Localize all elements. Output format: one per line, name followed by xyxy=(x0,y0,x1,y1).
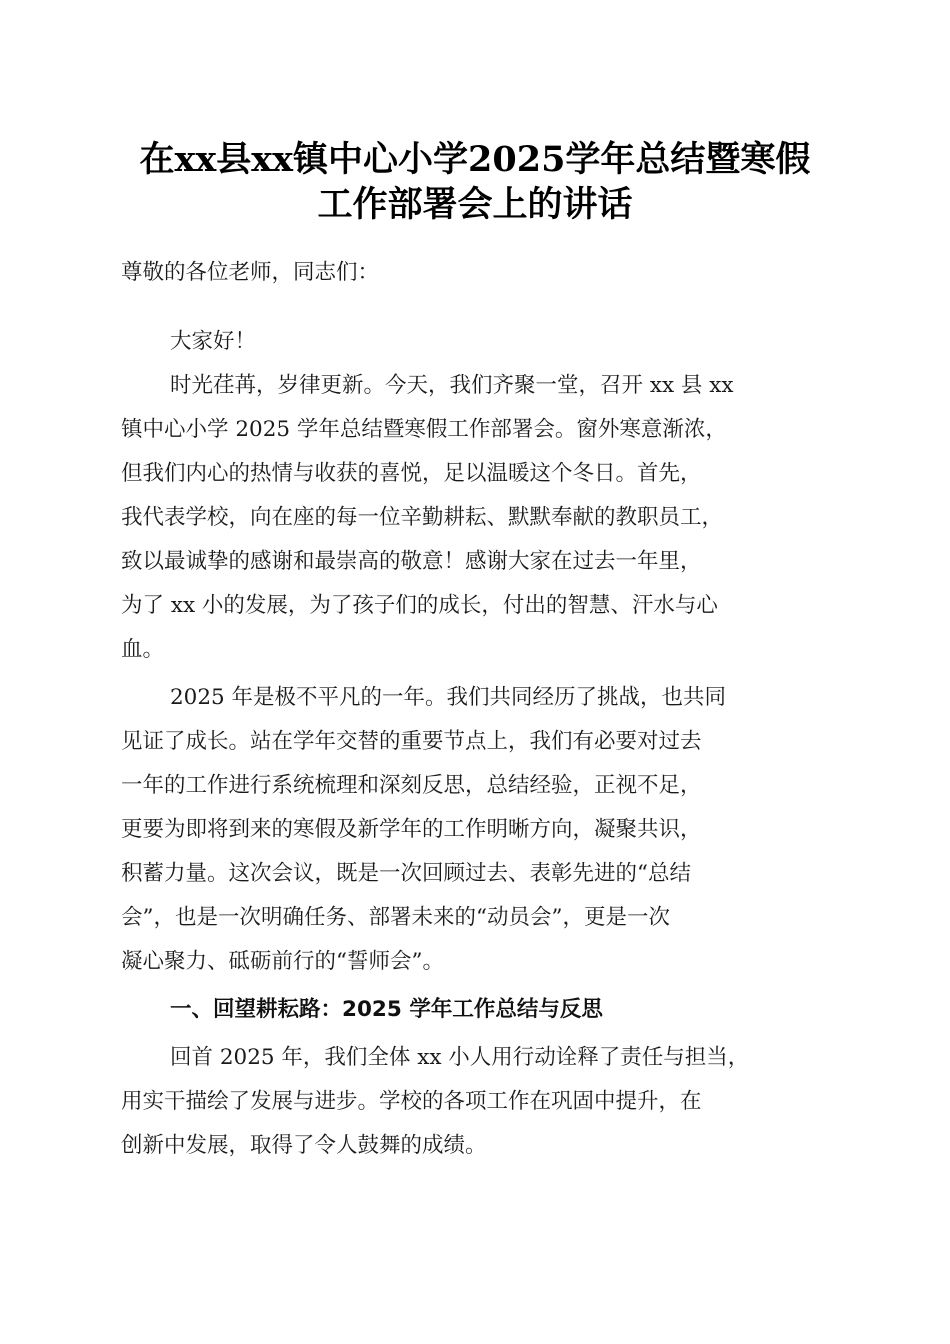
document-title-line-2: 工作部署会上的讲话 xyxy=(317,184,633,225)
paragraph-1-line: 镇中心小学 2025 学年总结暨寒假工作部署会。窗外寒意渐浓， xyxy=(121,417,727,442)
section-heading: 一、回望耕耘路：2025 学年工作总结与反思 xyxy=(170,997,603,1022)
greeting: 大家好！ xyxy=(170,329,257,354)
paragraph-2-line: 会”，也是一次明确任务、部署未来的“动员会”，更是一次 xyxy=(121,905,670,930)
paragraph-3-line: 回首 2025 年，我们全体 xx 小人用行动诠释了责任与担当， xyxy=(170,1045,750,1070)
paragraph-2-line: 一年的工作进行系统梳理和深刻反思，总结经验，正视不足， xyxy=(121,773,702,798)
paragraph-2-line: 2025 年是极不平凡的一年。我们共同经历了挑战，也共同 xyxy=(170,685,727,710)
paragraph-1-line: 但我们内心的热情与收获的喜悦，足以温暖这个冬日。首先， xyxy=(121,461,702,486)
paragraph-1-line: 血。 xyxy=(121,637,165,662)
paragraph-3-line: 用实干描绘了发展与进步。学校的各项工作在巩固中提升，在 xyxy=(121,1089,702,1114)
paragraph-1-line: 我代表学校，向在座的每一位辛勤耕耘、默默奉献的教职员工， xyxy=(121,505,724,530)
paragraph-2-line: 见证了成长。站在学年交替的重要节点上，我们有必要对过去 xyxy=(121,729,702,754)
paragraph-1-line: 致以最诚挚的感谢和最崇高的敬意！感谢大家在过去一年里， xyxy=(121,549,702,574)
paragraph-2-line: 更要为即将到来的寒假及新学年的工作明晰方向，凝聚共识， xyxy=(121,817,702,842)
document-title-line-1: 在xx县xx镇中心小学2025学年总结暨寒假 xyxy=(139,139,811,180)
paragraph-2-line: 积蓄力量。这次会议，既是一次回顾过去、表彰先进的“总结 xyxy=(121,861,691,886)
paragraph-1-line: 为了 xx 小的发展，为了孩子们的成长，付出的智慧、汗水与心 xyxy=(121,593,718,618)
salutation: 尊敬的各位老师，同志们： xyxy=(121,260,380,285)
paragraph-1-line: 时光荏苒，岁律更新。今天，我们齐聚一堂，召开 xx 县 xx xyxy=(170,373,734,398)
paragraph-2-line: 凝心聚力、砥砺前行的“誓师会”。 xyxy=(121,949,444,974)
paragraph-3-line: 创新中发展，取得了令人鼓舞的成绩。 xyxy=(121,1133,487,1158)
